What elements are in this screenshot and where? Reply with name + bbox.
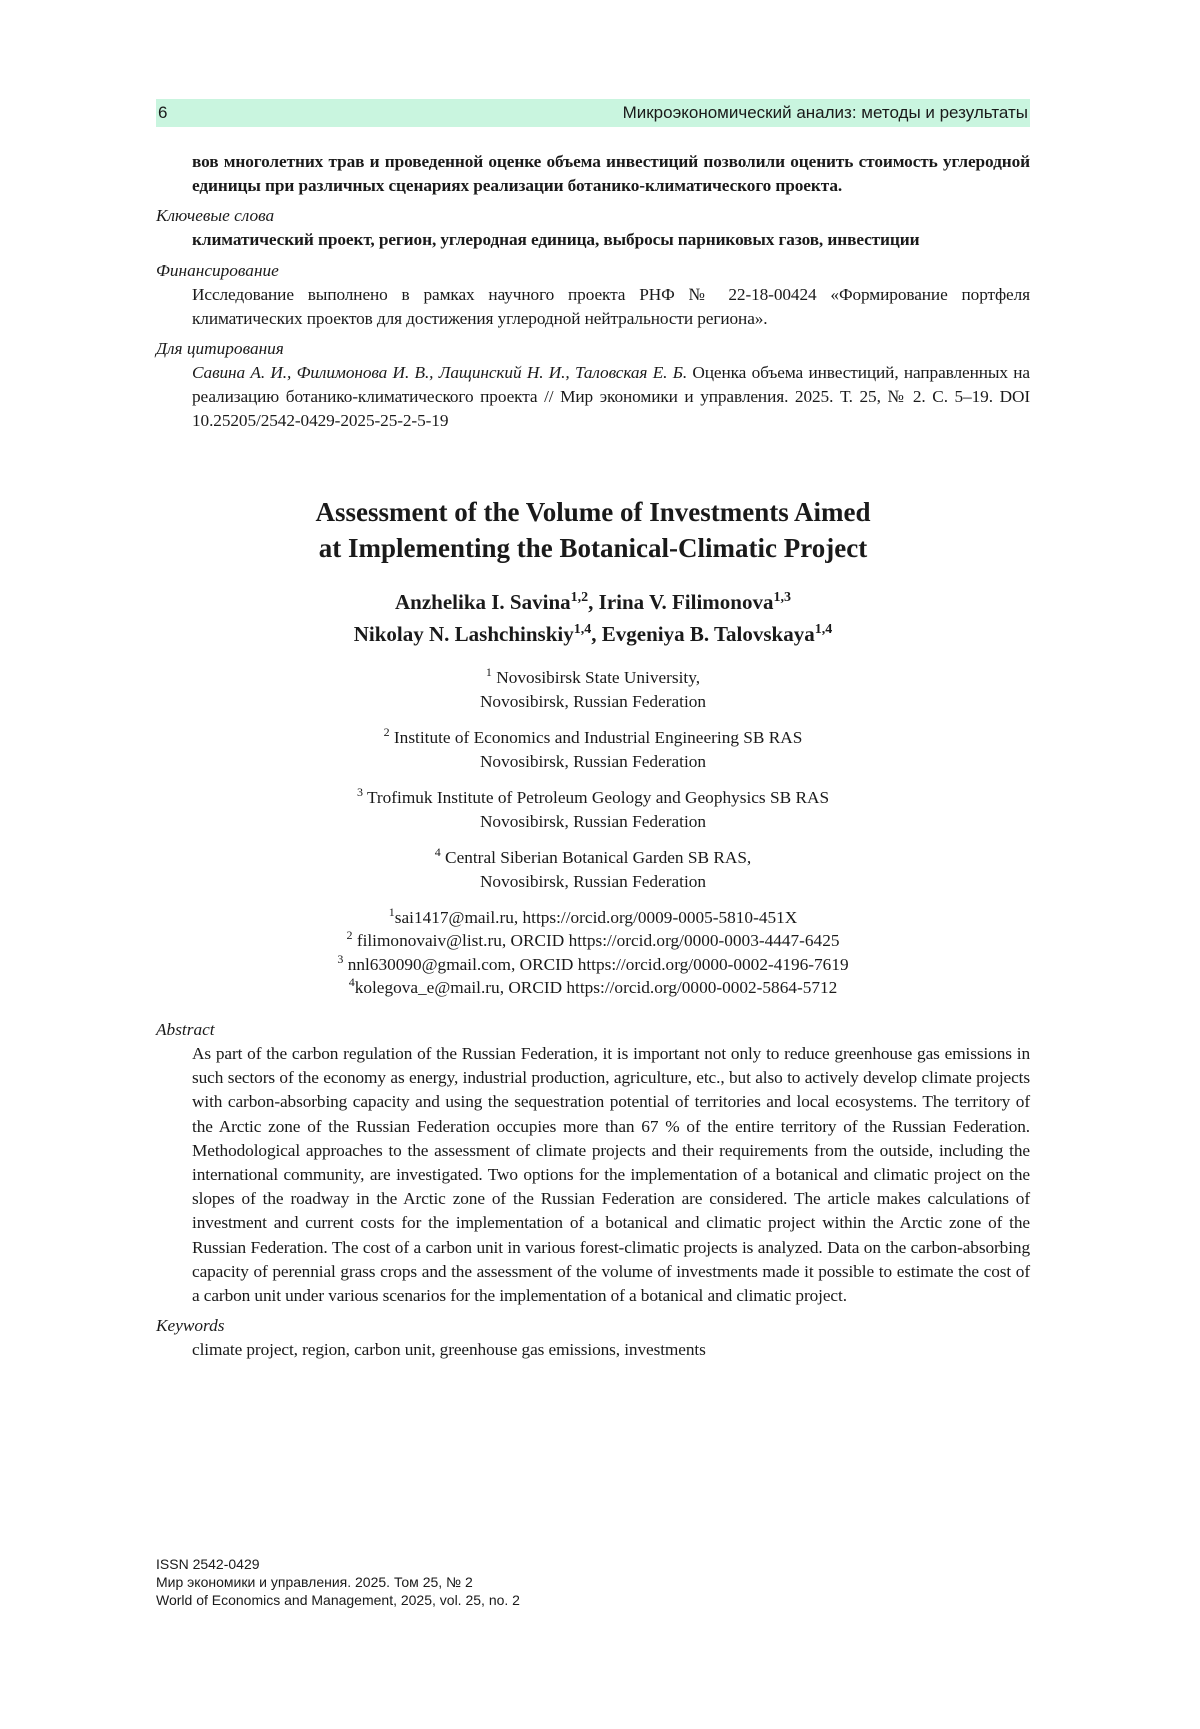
- running-header: [156, 99, 1030, 127]
- author-line-1: Anzhelika I. Savina$^{1,2}$, Irina V. Filimonova$^{1,3}$: [395, 589, 791, 614]
- russian-keywords-label: Ключевые слова: [156, 206, 275, 226]
- author-line-2: Nikolay N. Lashchinskiy$^{1,4}$, Evgeniya B. Talovskaya$^{1,4}$: [353, 621, 833, 646]
- contact-line: $^4$kolegova_e@mail.ru, ORCID https://orcid.org/0000-0002-5864-5712: [348, 975, 838, 998]
- funding-label: Финансирование: [156, 260, 279, 280]
- affiliations: [156, 666, 1030, 894]
- contact-text: kolegova_e@mail.ru, ORCID https://orcid.org/0000-0002-5864-5712: [354, 978, 838, 998]
- affiliation-number: 2: [383, 724, 390, 739]
- footer-journal-ru: Мир экономики и управления. 2025. Том 25, № 2: [156, 1574, 473, 1590]
- contact-text: filimonovaiv@list.ru, ORCID https://orcid.org/0000-0003-4447-6425: [356, 931, 840, 951]
- citation-label: Для цитирования: [156, 339, 284, 359]
- affiliation-number: 3: [356, 784, 363, 799]
- affiliation-number: 1: [485, 664, 492, 679]
- author-list: [156, 586, 1030, 650]
- author-sup: 1,2: [570, 589, 589, 605]
- affiliation-1: [156, 666, 1030, 714]
- affiliation-city: Novosibirsk, Russian Federation: [479, 751, 707, 771]
- author-sup: 1,4: [573, 621, 592, 637]
- page-number: 6: [158, 103, 168, 122]
- footer-issn: ISSN 2542-0429: [156, 1556, 260, 1572]
- contact-line: $^2$ filimonovaiv@list.ru, ORCID https://orcid.org/0000-0003-4447-6425: [346, 928, 840, 951]
- title-line-2: at Implementing the Botanical-Climatic Project: [318, 532, 868, 563]
- keywords-text: climate project, region, carbon unit, greenhouse gas emissions, investments: [192, 1340, 706, 1360]
- russian-keywords: климатический проект, регион, углеродная единица, выбросы парниковых газов, инвестиции: [192, 230, 920, 250]
- affiliation-city: Novosibirsk, Russian Federation: [479, 871, 707, 891]
- russian-abstract-tail: вов многолетних трав и проведенной оценке объема инвестиций позволили оценить стоимость углеродной единицы при различных сценариях реализации ботанико-климатического проекта.: [192, 152, 1030, 196]
- affiliation-3: [156, 786, 1030, 834]
- author-name: Anzhelika I. Savina: [395, 589, 571, 614]
- affiliation-org: Central Siberian Botanical Garden SB RAS,: [445, 847, 752, 867]
- contact-text: sai1417@mail.ru, https://orcid.org/0009-0005-5810-451X: [394, 907, 798, 927]
- affiliation-org: Trofimuk Institute of Petroleum Geology and Geophysics SB RAS: [366, 787, 830, 807]
- author-name: Irina V. Filimonova: [598, 589, 774, 614]
- affiliation-number: 4: [434, 844, 441, 859]
- affiliation-city: Novosibirsk, Russian Federation: [479, 811, 707, 831]
- citation-rest: Оценка объема инвестиций, направленных на реализацию ботанико-климатического проекта // Мир экономики и управления. 2025. Т. 25, № 2. С. 5–19. DOI 10.25205/2542-0429-2025-25-2-5-19: [192, 363, 1030, 431]
- page-content: [156, 150, 1030, 1362]
- contact-text: nnl630090@gmail.com, ORCID https://orcid.org/0000-0002-4196-7619: [347, 954, 849, 974]
- affiliation-org: Institute of Economics and Industrial Engineering SB RAS: [393, 727, 803, 747]
- article-title: [156, 494, 1030, 566]
- author-sup: 1,3: [773, 589, 791, 605]
- contact-line: $^3$ nnl630090@gmail.com, ORCID https://orcid.org/0000-0002-4196-7619: [337, 952, 849, 974]
- abstract-text: As part of the carbon regulation of the Russian Federation, it is important not only to reduce greenhouse gas emissions in such sectors of the economy as energy, industrial production, agriculture, etc., but also to actively develop climate projects with carbon-absorbing capacity and using the sequestration potential of territories and local ecosystems. The territory of the Arctic zone of the Russian Federation occupies more than 67 % of the entire territory of the Russian Federation. Methodological approaches to the assessment of climate projects and their requirements from the outside, including the international community, are investigated. Two options for the implementation of a botanical and climatic project on the slopes of the roadway in the Arctic zone of the Russian Federation are considered. The article makes calculations of investment and current costs for the implementation of a botanical and climatic project within the Arctic zone of the Russian Federation. The cost of a carbon unit in various forest-climatic projects is analyzed. Data on the carbon-absorbing capacity of perennial grass crops and the assessment of the volume of investments made it possible to estimate the cost of a carbon unit under various scenarios for the implementation of a botanical and climatic project.: [192, 1044, 1030, 1306]
- title-line-1: Assessment of the Volume of Investments Aimed: [315, 496, 871, 527]
- abstract-label: Abstract: [156, 1020, 215, 1039]
- author-contacts: [156, 906, 1030, 1000]
- author-name: Nikolay N. Lashchinskiy: [353, 621, 574, 646]
- contact-line: $^1$sai1417@mail.ru, https://orcid.org/0009-0005-5810-451X: [388, 904, 798, 927]
- funding-text: Исследование выполнено в рамках научного проекта РНФ № 22-18-00424 «Формирование портфеля климатических проектов для достижения углеродной нейтральности региона».: [192, 284, 1030, 328]
- affiliation-org: Novosibirsk State University,: [496, 667, 701, 687]
- footer-journal-en: World of Economics and Management, 2025, vol. 25, no. 2: [156, 1592, 520, 1608]
- citation-text: [156, 361, 1030, 434]
- section-title: Микроэкономический анализ: методы и результаты: [622, 103, 1028, 122]
- affiliation-4: [156, 846, 1030, 894]
- author-name: Evgeniya B. Talovskaya: [601, 621, 815, 646]
- keywords-label: Keywords: [156, 1316, 225, 1336]
- author-sup: 1,4: [814, 621, 833, 637]
- page-footer: [156, 1555, 520, 1609]
- citation-authors: Савина А. И., Филимонова И. В., Лащинский Н. И., Таловская Е. Б.: [192, 363, 688, 383]
- affiliation-2: [156, 726, 1030, 774]
- affiliation-city: Novosibirsk, Russian Federation: [479, 691, 707, 711]
